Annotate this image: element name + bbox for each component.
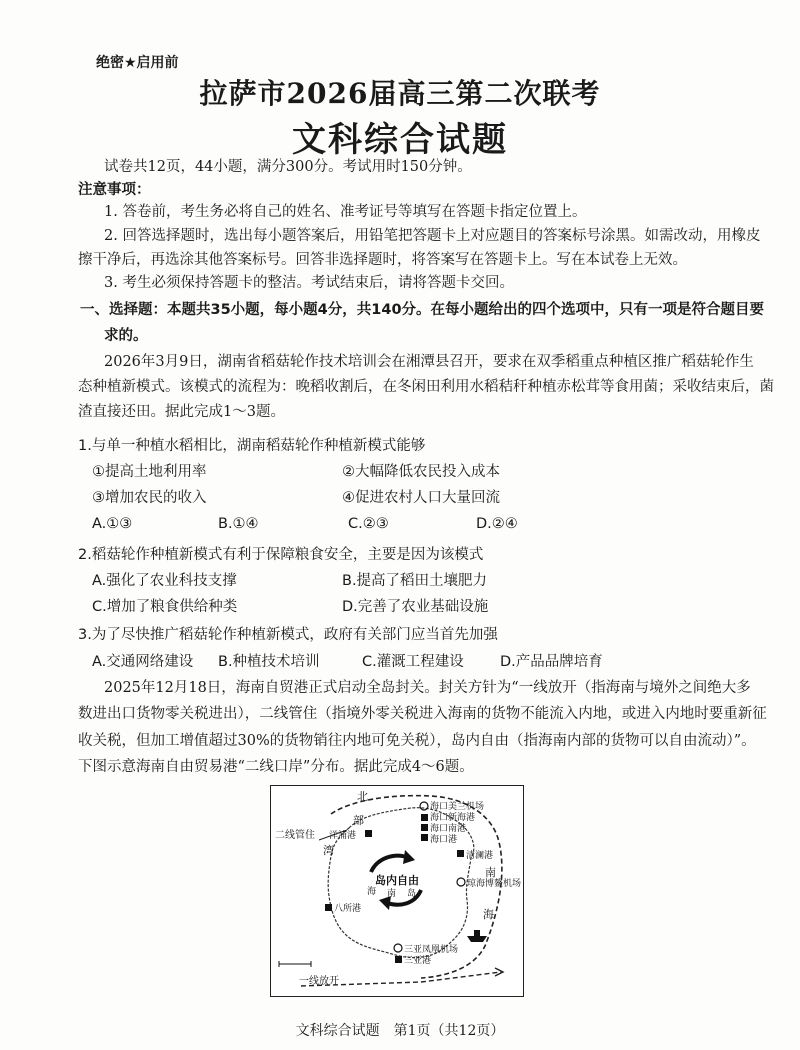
port-marker-yangpu (365, 830, 372, 837)
port-label-nangang: 海口南港 (430, 824, 467, 834)
note-1: 1. 答卷前，考生务必将自己的姓名、准考证号等填写在答题卡指定位置上。 (104, 204, 587, 220)
hainan-port-map (270, 785, 524, 997)
map-label-hai-sea: 海 (483, 908, 494, 921)
q1-stem: 1.与单一种植水稻相比，湖南稻菇轮作种植新模式能够 (78, 438, 426, 454)
port-marker-nangang (421, 824, 428, 831)
port-label-basuo: 八所港 (334, 904, 362, 914)
passage-1-line-1: 2026年3月9日，湖南省稻菇轮作技术培训会在湘潭县召开，要求在双季稻重点种植区推广稻菇轮作生 (104, 354, 754, 370)
q1-item-4: ④促进农村人口大量回流 (342, 490, 500, 506)
note-2: 2. 回答选择题时，选出每小题答案后，用铅笔把答题卡上对应题目的答案标号涂黑。如需改动，用橡皮 (104, 228, 761, 244)
port-marker-haikou (421, 834, 428, 841)
map-label-hai-island: 海 (367, 887, 377, 897)
passage-2-line-1: 2025年12月18日，海南自贸港正式启动全岛封关。封关方针为“一线放开（指海南与境外之间绝大多 (104, 680, 751, 696)
port-label-qinglan: 清澜港 (466, 851, 494, 861)
q3-option-a: A.交通网络建设 (92, 654, 194, 670)
subject-title: 文科综合试题 (292, 120, 508, 160)
map-label-island-free: 岛内自由 (375, 874, 419, 887)
map-label-north: 北 (357, 790, 368, 803)
airport-marker-meilan (420, 802, 428, 810)
section-heading: 一、选择题：本题共35小题，每小题4分，共140分。在每小题给出的四个选项中，只有一项是符合题目要 (80, 302, 765, 318)
port-label-yangpu: 洋浦港 (329, 831, 357, 841)
secret-label: 绝密★启用前 (96, 55, 179, 71)
port-label-haikou: 海口港 (430, 835, 458, 845)
notes-heading: 注意事项： (78, 182, 151, 198)
q2-option-b: B.提高了稻田土壤肥力 (342, 573, 488, 589)
port-label-sanya: 三亚港 (404, 956, 432, 966)
q1-option-c: C.②③ (348, 516, 389, 532)
map-label-wan: 湾 (323, 844, 334, 857)
port-marker-basuo (325, 904, 332, 911)
port-label-phoenix: 三亚凤凰机场 (404, 945, 459, 955)
port-marker-xinhai (421, 814, 428, 821)
passage-2-line-4: 下图示意海南自由贸易港“二线口岸”分布。据此完成4～6题。 (78, 759, 474, 775)
q1-item-2: ②大幅降低农民投入成本 (342, 464, 500, 480)
circulation-arrowhead-top (403, 850, 415, 864)
map-label-second-line: 二线管住 (275, 830, 315, 841)
airport-marker-phoenix (394, 944, 402, 952)
q3-stem: 3.为了尽快推广稻菇轮作种植新模式，政府有关部门应当首先加强 (78, 627, 498, 643)
port-label-boao: 琼海博鳌机场 (467, 879, 522, 889)
q1-option-d: D.②④ (476, 516, 518, 532)
passage-2-line-3: 收关税，但加工增值超过30%的货物销往内地可免关税），岛内自由（指海南内部的货物可以自由流动）”。 (78, 733, 756, 749)
q2-option-a: A.强化了农业科技支撑 (92, 573, 237, 589)
map-label-nan: 南 (387, 889, 397, 899)
map-label-first-line: 一线放开 (299, 976, 339, 987)
passage-2-line-2: 数进出口货物零关税进出），二线管住（指境外零关税进入海南的货物不能流入内地，或进入内地时要重新征 (78, 706, 767, 722)
port-marker-sanya (395, 956, 402, 963)
hainan-map-svg (271, 786, 523, 996)
exam-title: 拉萨市2026届高三第二次联考 (199, 77, 601, 110)
q1-option-b: B.①④ (218, 516, 259, 532)
passage-1-line-3: 渣直接还田。据此完成1～3题。 (78, 404, 285, 420)
scale-bar (279, 961, 311, 967)
airport-marker-boao (457, 878, 465, 886)
passage-1-line-2: 态种植新模式。该模式的流程为：晚稻收割后，在冬闲田利用水稻秸秆种植赤松茸等食用菌；采收结束后，菌 (78, 379, 774, 395)
q3-option-d: D.产品品牌培育 (500, 654, 603, 670)
port-marker-qinglan (457, 850, 464, 857)
q2-option-c: C.增加了粮食供给种类 (92, 599, 238, 615)
page-footer: 文科综合试题 第1页（共12页） (295, 1023, 505, 1039)
note-2-cont: 擦干净后，再选涂其他答案标号。回答非选择题时，将答案写在答题卡上。写在本试卷上无效。 (78, 252, 687, 268)
ship-icon (467, 936, 487, 942)
q3-option-b: B.种植技术培训 (218, 654, 320, 670)
exam-intro: 试卷共12页，44小题，满分300分。考试用时150分钟。 (104, 159, 472, 175)
port-label-xinhai: 海口新海港 (430, 813, 476, 823)
q1-option-a: A.①③ (92, 516, 133, 532)
q2-option-d: D.完善了农业基础设施 (342, 599, 489, 615)
note-3: 3. 考生必须保持答题卡的整洁。考试结束后，请将答题卡交回。 (104, 275, 514, 291)
q1-item-3: ③增加农民的收入 (92, 490, 207, 506)
map-label-dao: 岛 (407, 889, 417, 899)
q1-item-1: ①提高土地利用率 (92, 464, 207, 480)
q3-option-c: C.灌溉工程建设 (362, 654, 464, 670)
ship-cabin (474, 930, 480, 936)
port-label-meilan: 海口美兰机场 (430, 802, 485, 812)
section-heading-cont: 求的。 (104, 328, 148, 344)
map-label-nan-sea: 南 (485, 866, 496, 879)
q2-stem: 2.稻菇轮作种植新模式有利于保障粮食安全，主要是因为该模式 (78, 547, 484, 563)
map-label-bu: 部 (353, 814, 364, 827)
